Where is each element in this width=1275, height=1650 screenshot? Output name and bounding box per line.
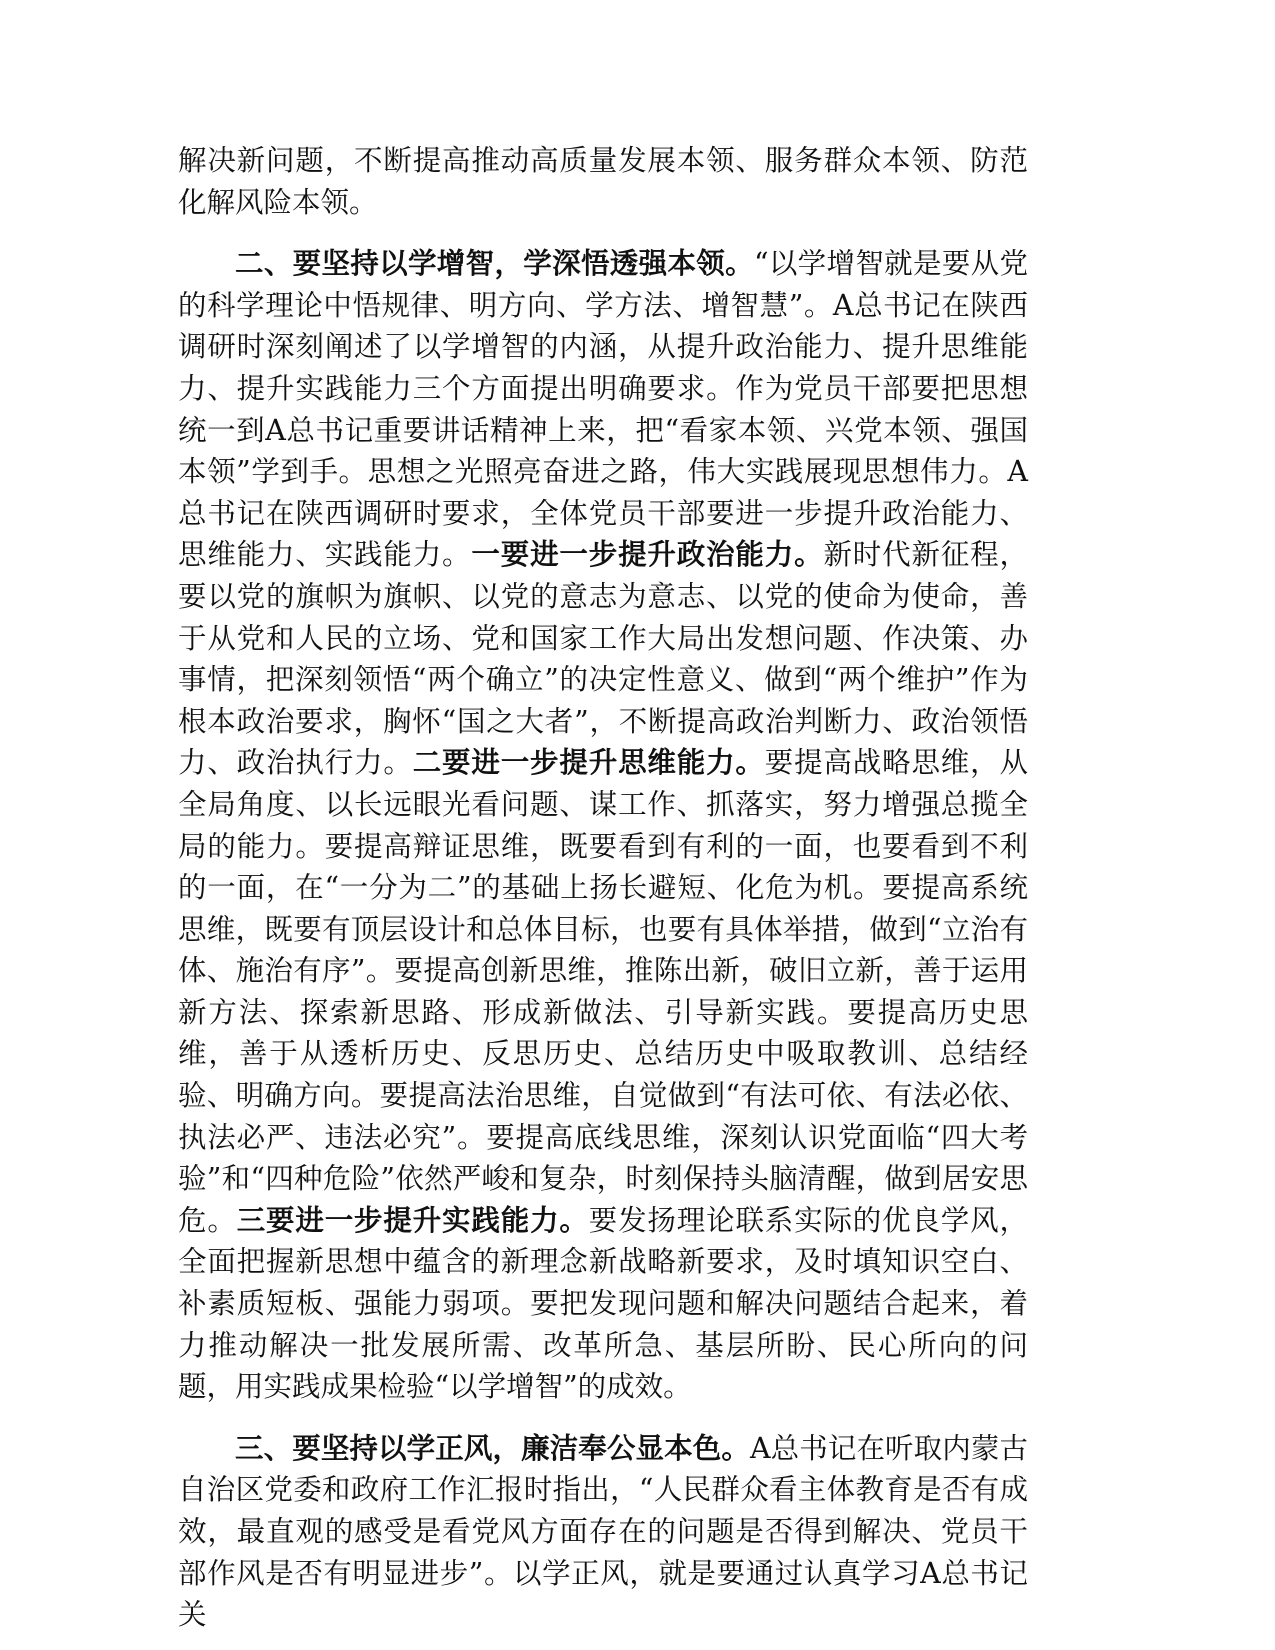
body-text: “以学增智就是要从党的科学理论中悟规律、明方向、学方法、增智慧”。A总书记在陕西调研时深刻阐述了以学增智的内涵，从提升政治能力、提升思维能力、提升实践能力三个方面提出明确要求。作为党员干部要把思想统一到A总书记重要讲话精神上来，把“看家本领、兴党本领、强国本领”学到手。思想之光照亮奋进之路，伟大实践展现思想伟力。A总书记在陕西调研时要求，全体党员干部要进一步提升政治能力、思维能力、实践能力。 (178, 247, 1028, 572)
section-heading: 二、要坚持以学增智，学深悟透强本领。 (235, 246, 754, 281)
paragraph-continuation (178, 140, 1028, 223)
paragraph-section-two (178, 243, 1028, 1408)
subheading-practice-ability: 三要进一步提升实践能力。 (236, 1202, 589, 1237)
subheading-thinking-ability: 二要进一步提升思维能力。 (412, 745, 765, 780)
body-text: A总书记在听取内蒙古自治区党委和政府工作汇报时指出，“人民群众看主体教育是否有成效，最直观的感受是看党风方面存在的问题是否得到解决、党员干部作风是否有明显进步”。以学正风，就是要通过认真学习A总书记关 (178, 1431, 1028, 1632)
section-heading: 三、要坚持以学正风，廉洁奉公显本色。 (235, 1430, 750, 1465)
body-text: 新时代新征程，要以党的旗帜为旗帜、以党的意志为意志、以党的使命为使命，善于从党和人民的立场、党和国家工作大局出发想问题、作决策、办事情，把深刻领悟“两个确立”的决定性意义、做到“两个维护”作为根本政治要求，胸怀“国之大者”，不断提高政治判断力、政治领悟力、政治执行力。 (178, 538, 1028, 780)
document-page (178, 140, 1028, 1636)
paragraph-section-three (178, 1428, 1028, 1636)
subheading-political-ability: 一要进一步提升政治能力。 (471, 537, 824, 572)
body-text: 要发扬理论联系实际的优良学风，全面把握新思想中蕴含的新理念新战略新要求，及时填知识空白、补素质短板、强能力弱项。要把发现问题和解决问题结合起来，着力推动解决一批发展所需、改革所急、基层所盼、民心所向的问题，用实践成果检验“以学增智”的成效。 (178, 1203, 1028, 1404)
body-text: 解决新问题，不断提高推动高质量发展本领、服务群众本领、防范化解风险本领。 (178, 144, 1028, 219)
body-text: 要提高战略思维，从全局角度、以长远眼光看问题、谋工作、抓落实，努力增强总揽全局的能力。要提高辩证思维，既要看到有利的一面，也要看到不利的一面，在“一分为二”的基础上扬长避短、化危为机。要提高系统思维，既要有顶层设计和总体目标，也要有具体举措，做到“立治有体、施治有序”。要提高创新思维，推陈出新，破旧立新，善于运用新方法、探索新思路、形成新做法、引导新实践。要提高历史思维，善于从透析历史、反思历史、总结历史中吸取教训、总结经验、明确方向。要提高法治思维，自觉做到“有法可依、有法必依、执法必严、违法必究”。要提高底线思维，深刻认识党面临“四大考验”和“四种危险”依然严峻和复杂，时刻保持头脑清醒，做到居安思危。 (178, 746, 1028, 1237)
